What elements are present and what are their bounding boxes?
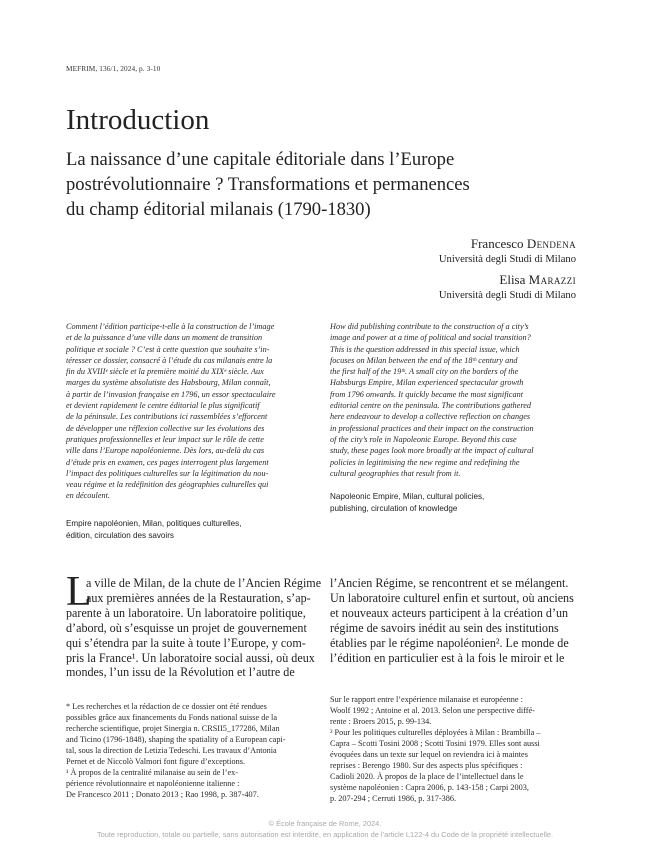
abstract-line: focuses on Milan between the end of the 18ᵗʰ century and	[330, 355, 518, 365]
abstract-line: de la péninsule. Les contributions ici rassemblées s’efforcent	[66, 412, 268, 422]
abstract-line: How did publishing contribute to the construction of a city’s	[330, 322, 529, 331]
body-line: l’édition en particulier est à la fois le miroir et le	[330, 650, 565, 665]
keywords-line: publishing, circulation of knowledge	[330, 503, 458, 513]
footer-rights-notice: Toute reproduction, totale ou partielle, sans autorisation est interdite, en application de l’article L122-4 du Code de la propriété intellectuelle.	[96, 830, 554, 839]
abstract-line: de développer une réflexion collective sur les évolutions des	[66, 423, 265, 433]
abstract-line: editorial centre on the peninsula. The contributions gathered	[330, 401, 532, 411]
footnote-line: p. 207-294 ; Cerruti 1986, p. 317-386.	[330, 794, 457, 803]
footnote-line: système napoléonien : Capra 2006, p. 143-158 ; Carpi 2003,	[330, 783, 529, 792]
drop-cap: L	[66, 569, 92, 615]
body-line: régime de savoirs inédit au sein des institutions	[330, 620, 559, 635]
running-head: MEFRIM, 136/1, 2024, p. 3-10	[66, 64, 161, 73]
footnote-line: Pernet et de Niccolò Valmori font figure d’exceptions.	[66, 757, 246, 766]
footnote-line: and Ticino (1796-1848), shaping the spatiality of a European capi-	[66, 735, 286, 744]
author-affiliation: Università degli Studi di Milano	[438, 290, 576, 301]
author-block	[439, 236, 576, 265]
body-line: mondes, l’un issu de la Révolution et l’autre de	[66, 665, 295, 680]
abstract-line: politique et sociale ? C’est à cette question que souhaite s’in-	[66, 344, 270, 354]
footnote-line: * Les recherches et la rédaction de ce dossier ont été rendues	[66, 702, 267, 711]
footer-copyright: © École française de Rome, 2024.	[268, 819, 382, 828]
author-last-name: Dendena	[526, 236, 576, 251]
abstract-line: marges du système absolutiste des Habsbourg, Milan connaît,	[66, 378, 271, 388]
footnote-line: Cadioli 2020. À propos de la place de l’intellectuel dans le	[330, 772, 524, 781]
footnote-line: recherche scientifique, projet Sinergia n. CRSII5_177286, Milan	[66, 724, 280, 733]
author-name	[439, 236, 576, 252]
abstract-line: l’impact des politiques culturelles sur la légitimation du nou-	[66, 468, 269, 478]
keywords-english	[330, 491, 580, 514]
body-line: a ville de Milan, de la chute de l’Ancien Régime	[86, 576, 322, 590]
body-line: pris la France¹. Un laboratoire social aussi, où deux	[66, 650, 315, 665]
footnote-line: Woolf 1992 ; Antoine et al. 2013. Selon une perspective diffé-	[330, 706, 535, 715]
abstract-line: from 1796 onwards. It quickly became the most significant	[330, 389, 524, 399]
abstract-line: in professional practices and their impact on the construction	[330, 423, 534, 433]
abstract-line: This is the question addressed in this special issue, which	[330, 344, 520, 354]
keywords-line: Empire napoléonien, Milan, politiques culturelles,	[66, 519, 242, 528]
footnote-line: De Francesco 2011 ; Donato 2013 ; Rao 1998, p. 387-407.	[66, 790, 259, 799]
body-column-right	[330, 576, 586, 665]
abstract-line: veau régime et la redéfinition des géographies culturelles qui	[66, 480, 269, 490]
abstract-line: fin du XVIIIᵉ siècle et la première moitié du XIXᵉ siècle. Aux	[66, 367, 264, 377]
abstract-line: here endeavour to develop a collective reflection on changes	[330, 412, 531, 422]
body-line: qui s’étendra par la suite à toute l’Europe, y com-	[66, 635, 306, 650]
footnote-line: ² Pour les politiques culturelles déployées à Milan : Brambilla –	[330, 728, 541, 737]
author-first-name: Francesco	[470, 236, 524, 251]
abstract-line: d’étude pris en examen, ces pages interrogent plus largement	[66, 457, 269, 467]
footnote-line: tal, sous la direction de Letizia Tedeschi. Les travaux d’Antonia	[66, 746, 277, 755]
subtitle-line: postrévolutionnaire ? Transformations et permanences	[66, 174, 470, 195]
abstract-line: pratiques professionnelles et leur impact sur le rôle de cette	[66, 434, 264, 444]
keywords-line: Napoleonic Empire, Milan, cultural policies,	[330, 492, 485, 501]
author-first-name: Elisa	[499, 272, 526, 287]
keywords-french	[66, 518, 316, 541]
abstract-line: image and power at a time of political and social transition?	[330, 333, 531, 343]
footnote-line: possibles grâce aux financements du Fonds national suisse de la	[66, 713, 278, 722]
abstract-line: ville dans l’Europe napoléonienne. Dès lors, au-delà du cas	[66, 446, 265, 456]
footnote-line: Capra – Scotti Tosini 2008 ; Scotti Tosini 1979. Elles sont aussi	[330, 739, 540, 748]
abstract-line: téresser ce dossier, consacré à l’étude du cas milanais entre la	[66, 355, 273, 365]
body-line: d’abord, où s’esquisse un projet de gouvernement	[66, 620, 307, 635]
abstract-line: Comment l’édition participe-t-elle à la construction de l’image	[66, 322, 275, 331]
footnote-line: reprises : Berengo 1980. Sur des aspects plus spécifiques :	[330, 761, 523, 770]
footnote-line: Sur le rapport entre l’expérience milanaise et européenne :	[330, 695, 523, 704]
footnotes-right	[330, 694, 585, 804]
abstract-line: et de la puissance d’une ville dans un moment de transition	[66, 333, 263, 343]
body-column-left	[66, 576, 322, 680]
keywords-line: édition, circulation des savoirs	[66, 530, 174, 540]
abstract-line: the first half of the 19ᵗʰ. A small city on the borders of the	[330, 367, 519, 377]
subtitle-line: du champ éditorial milanais (1790-1830)	[66, 199, 371, 220]
abstract-line: Habsburgs Empire, Milan experienced spectacular growth	[330, 378, 524, 388]
body-line: l’Ancien Régime, se rencontrent et se mélangent.	[330, 576, 569, 590]
author-affiliation: Università degli Studi di Milano	[438, 254, 576, 265]
abstract-french	[66, 321, 314, 502]
author-name	[439, 272, 576, 288]
footnote-line: évoquées dans un texte sur lequel on reviendra ici à maintes	[330, 750, 528, 759]
footnote-line: ¹ À propos de la centralité milanaise au sein de l’ex-	[66, 768, 238, 777]
abstract-line: policies in legitimising the new regime and redefining the	[330, 457, 520, 467]
article-title: Introduction	[66, 104, 210, 136]
author-last-name: Marazzi	[528, 272, 576, 287]
body-line: parente à un laboratoire. Un laboratoire politique,	[66, 605, 306, 620]
subtitle-line: La naissance d’une capitale éditoriale dans l’Europe	[66, 149, 455, 170]
article-subtitle	[66, 147, 546, 222]
body-line: Un laboratoire culturel enfin et surtout, où anciens	[330, 590, 574, 605]
abstract-english	[330, 321, 578, 479]
footnotes-left	[66, 701, 321, 800]
body-line: aux premières années de la Restauration, s’ap-	[86, 590, 311, 605]
abstract-line: en découlent.	[66, 491, 110, 501]
abstract-line: of the city’s role in Napoleonic Europe. Beyond this case	[330, 434, 517, 444]
abstract-line: et devient rapidement le centre éditorial le plus significatif	[66, 401, 260, 411]
footnote-line: périence révolutionnaire et napoléonienne italienne :	[66, 779, 240, 788]
abstract-line: à partir de l’invasion française en 1796, un essor spectaculaire	[66, 389, 276, 399]
footnote-line: rente : Broers 2015, p. 99-134.	[330, 717, 432, 726]
abstract-line: cultural geographies that result from it.	[330, 468, 461, 478]
body-line: établies par le régime napoléonien². Le monde de	[330, 635, 569, 650]
abstract-line: study, these pages look more broadly at the impact of cultural	[330, 446, 534, 456]
author-block	[439, 272, 576, 301]
body-line: et nouveaux acteurs participent à la création d’un	[330, 605, 569, 620]
